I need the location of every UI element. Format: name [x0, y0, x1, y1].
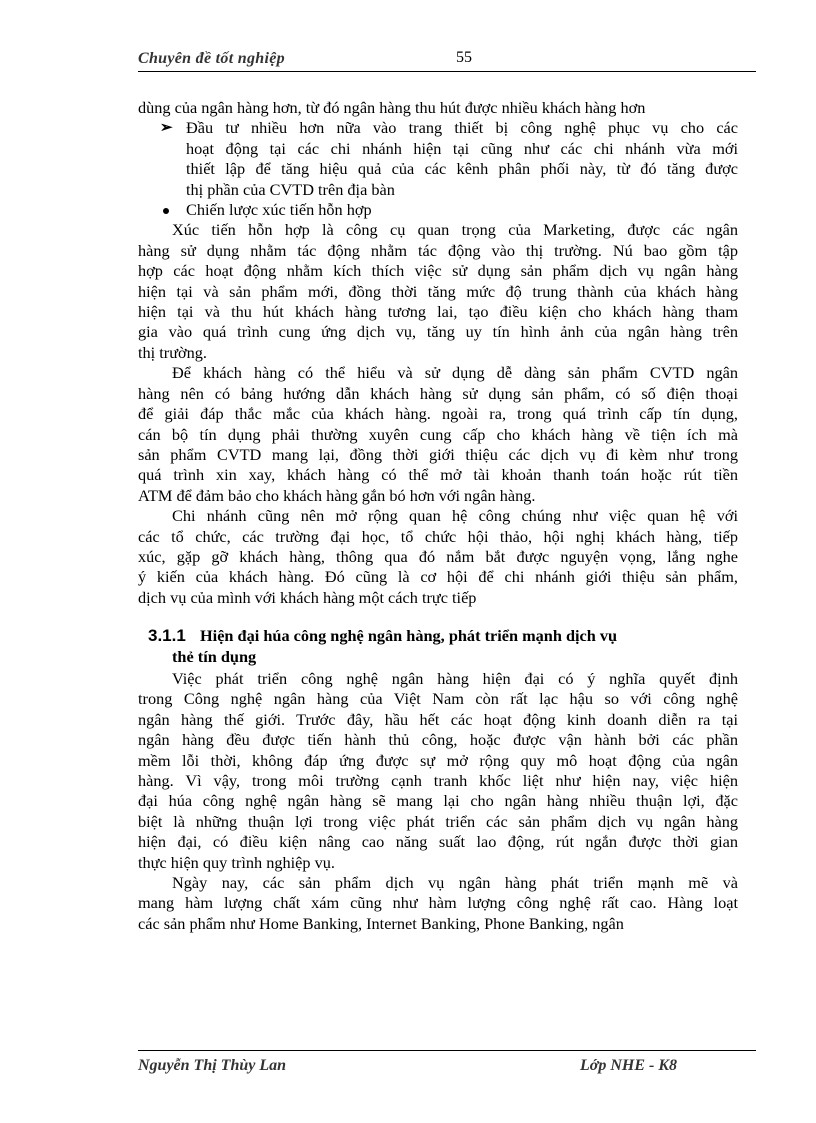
paragraph-line: hợp các hoạt động nhằm kích thích việc sử dụng sản phẩm dịch vụ ngân hàng	[138, 261, 738, 281]
paragraph-line: quá trình xin xay, khách hàng có thể mở tài khoản thanh toán hoặc rút tiền	[138, 465, 738, 485]
section-title-line: thẻ tín dụng	[172, 646, 257, 666]
paragraph-banking-products	[138, 873, 738, 934]
paragraph-line: hàng sử dụng nhằm tác động nhằm tác động vào thị trường. Nú bao gồm tập	[138, 240, 738, 260]
paragraph-line: các sản phẩm như Home Banking, Internet Banking, Phone Banking, ngân	[138, 913, 624, 933]
paragraph-line: các tổ chức, các trường đại học, tổ chức hội thảo, hội nghị khách hàng, tiếp	[138, 526, 738, 546]
arrow-item-line: thị phần của CVTD trên địa bàn	[186, 179, 395, 199]
paragraph-line: gia vào quá trình cung ứng dịch vụ, tăng uy tín hình ảnh của ngân hàng trên	[138, 322, 738, 342]
arrow-bullet-icon: ➢	[160, 120, 173, 137]
paragraph-line: Ngày nay, các sản phẩm dịch vụ ngân hàng phát triển mạnh mẽ và	[172, 873, 738, 893]
paragraph-line: hàng nên có bảng hướng dẫn khách hàng sử dụng sản phẩm, có số điện thoại	[138, 383, 738, 403]
paragraph-line: thực hiện quy trình nghiệp vụ.	[138, 852, 335, 872]
paragraph-line: ngân hàng đều được tiến hành thủ công, hoặc được vận hành bởi các phần	[138, 730, 738, 750]
paragraph-line: ATM để đảm bảo cho khách hàng gắn bó hơn với ngân hàng.	[138, 485, 536, 505]
paragraph-line: hiện tại và sản phẩm mới, đồng thời tăng mức độ trung thành của khách hàng	[138, 281, 738, 301]
paragraph-line: ý kiến của khách hàng. Đó cũng là cơ hội để chi nhánh giới thiệu sản phẩm,	[138, 567, 738, 587]
paragraph-promotion	[138, 220, 738, 363]
paragraph-line: đại húa công nghệ ngân hàng sẽ mang lại cho ngân hàng nhiều thuận lợi, đặc	[138, 791, 738, 811]
bullet-item-text: Chiến lược xúc tiến hỗn hợp	[186, 200, 372, 220]
paragraph-line: sản phẩm CVTD mang lại, đồng thời giới thiệu các dịch vụ đi kèm như trong	[138, 444, 738, 464]
paragraph-line: thị trường.	[138, 342, 207, 362]
paragraph-line: Để khách hàng có thể hiểu và sử dụng dễ dàng sản phẩm CVTD ngân	[172, 363, 738, 383]
paragraph-public-relations	[138, 506, 738, 608]
page-header	[138, 48, 756, 72]
section-title-line: Hiện đại húa công nghệ ngân hàng, phát triển mạnh dịch vụ	[200, 626, 618, 646]
section-number: 3.1.1	[148, 626, 186, 646]
document-body	[138, 98, 738, 934]
arrow-item-line: thiết lập để tăng hiệu quả của các kênh phân phối này, từ đó tăng được	[186, 159, 738, 179]
bullet-list-item	[138, 200, 738, 220]
paragraph-line: Chi nhánh cũng nên mở rộng quan hệ công chúng như việc quan hệ với	[172, 506, 738, 526]
paragraph-line: hiện đại, có điều kiện nâng cao năng suất lao động, rút ngắn được thời gian	[138, 832, 738, 852]
paragraph-line: trong Công nghệ ngân hàng của Việt Nam còn rất lạc hậu so với công nghệ	[138, 689, 738, 709]
page-number: 55	[456, 49, 472, 66]
arrow-item-line: hoạt động tại các chi nhánh hiện tại cũng như các chi nhánh vừa mới	[186, 138, 738, 158]
header-title: Chuyên đề tốt nghiệp	[138, 50, 285, 67]
paragraph-line: xúc, gặp gỡ khách hàng, thông qua đó nắm bắt được nguyện vọng, lắng nghe	[138, 546, 738, 566]
paragraph-line: cán bộ tín dụng phải thường xuyên cung cấp cho khách hàng về tiện ích mà	[138, 424, 738, 444]
paragraph-customer-guidance	[138, 363, 738, 506]
arrow-list-item	[138, 118, 738, 200]
paragraph-line: ngân hàng thế giới. Trước đây, hầu hết các hoạt động kinh doanh diễn ra tại	[138, 709, 738, 729]
section-heading	[138, 626, 738, 667]
paragraph-line: Xúc tiến hỗn hợp là công cụ quan trọng của Marketing, được các ngân	[172, 220, 738, 240]
intro-line: dùng của ngân hàng hơn, từ đó ngân hàng thu hút được nhiều khách hàng hơn	[138, 98, 646, 117]
paragraph-line: hàng. Vì vậy, trong môi trường cạnh tranh khốc liệt như hiện nay, việc hiện	[138, 771, 738, 790]
footer-divider	[138, 1050, 756, 1051]
footer-author: Nguyễn Thị Thùy Lan	[138, 1057, 287, 1074]
paragraph-line: dịch vụ của mình với khách hàng một cách trực tiếp	[138, 587, 477, 607]
footer-class: Lớp NHE - K8	[580, 1057, 678, 1074]
paragraph-technology	[138, 669, 738, 873]
paragraph-line: Việc phát triển công nghệ ngân hàng hiện đại có ý nghĩa quyết định	[172, 668, 738, 688]
arrow-item-line: Đầu tư nhiều hơn nữa vào trang thiết bị công nghệ phục vụ cho các	[186, 118, 738, 138]
round-bullet-icon	[163, 208, 169, 214]
paragraph-line: mang hàm lượng chất xám cũng như hàm lượng công nghệ rất cao. Hàng loạt	[138, 893, 738, 913]
paragraph-line: biệt là những thuận lợi trong việc phát triển các sản phẩm dịch vụ ngân hàng	[138, 811, 738, 831]
paragraph-line: mềm lỗi thời, không đáp ứng được sự mở rộng quy mô hoạt động của ngân	[138, 750, 738, 770]
header-divider	[138, 71, 756, 72]
paragraph-line: hiện tại và thu hút khách hàng tương lai, tạo điều kiện cho khách hàng tham	[138, 302, 738, 322]
paragraph-line: để giải đáp thắc mắc của khách hàng. ngoài ra, trong quá trình cấp tín dụng,	[138, 404, 738, 424]
